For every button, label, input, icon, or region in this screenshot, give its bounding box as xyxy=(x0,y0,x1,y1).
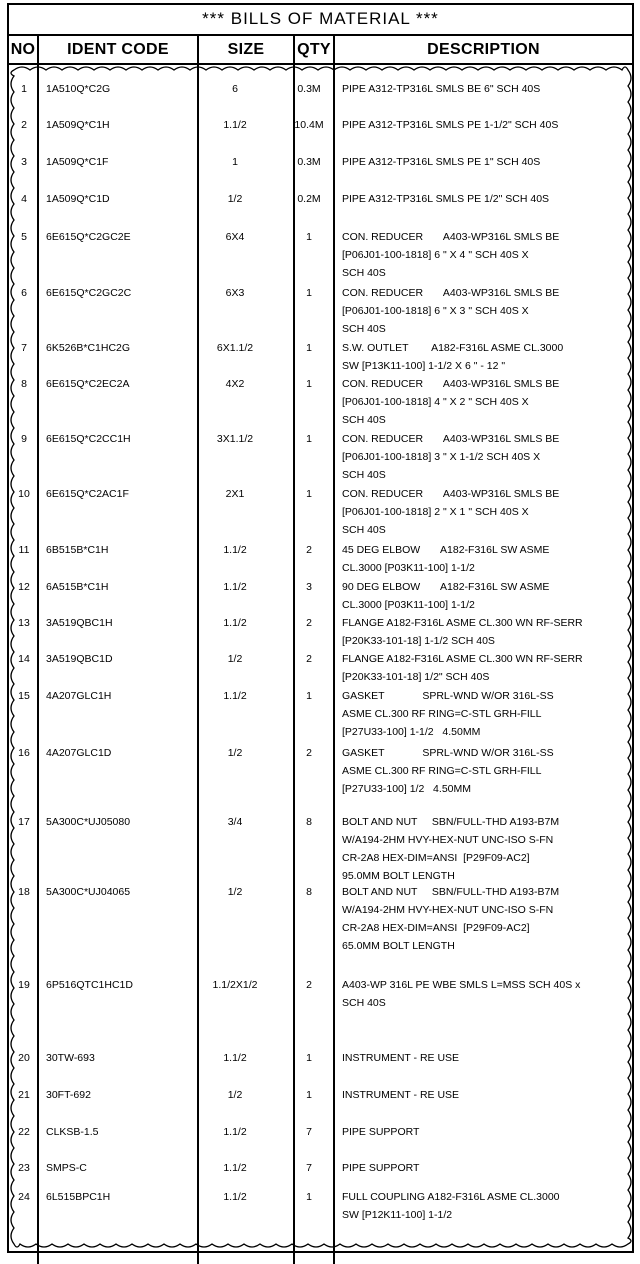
qty-value: 2 xyxy=(306,653,312,665)
bom-title: *** BILLS OF MATERIAL *** xyxy=(7,3,634,36)
size-value: 1.1/2 xyxy=(223,1052,247,1064)
description-line: SCH 40S xyxy=(342,524,386,536)
size-value: 1 xyxy=(232,156,238,168)
description-line: [P27U33-100] 1/2 4.50MM xyxy=(342,783,471,795)
row-number: 10 xyxy=(18,488,30,500)
description-line: [P20K33-101-18] 1-1/2 SCH 40S xyxy=(342,635,495,647)
qty-value: 1 xyxy=(306,488,312,500)
ident-code: 6E615Q*C2GC2C xyxy=(46,287,132,299)
description-line: CON. REDUCER A403-WP316L SMLS BE xyxy=(342,433,560,445)
qty-value: 1 xyxy=(306,690,312,702)
description-line: FLANGE A182-F316L ASME CL.300 WN RF-SERR xyxy=(342,653,583,665)
row-number: 13 xyxy=(18,617,30,629)
ident-code: 6K526B*C1HC2G xyxy=(46,342,131,354)
header-no: NO xyxy=(10,41,36,58)
description-line: 95.0MM BOLT LENGTH xyxy=(342,870,455,882)
size-value: 6X4 xyxy=(225,231,245,243)
ident-code: 1A510Q*C2G xyxy=(46,83,111,95)
description-line: ASME CL.300 RF RING=C-STL GRH-FILL xyxy=(342,708,542,720)
description-line: SCH 40S xyxy=(342,469,386,481)
description-line: SCH 40S xyxy=(342,997,386,1009)
qty-value: 2 xyxy=(306,747,312,759)
qty-value: 0.3M xyxy=(297,156,321,168)
ident-code: 1A509Q*C1D xyxy=(46,193,110,205)
ident-code: 3A519QBC1H xyxy=(46,617,113,629)
ident-code: CLKSB-1.5 xyxy=(46,1126,99,1138)
size-value: 1/2 xyxy=(227,886,243,898)
row-number: 19 xyxy=(18,979,30,991)
description-line: 90 DEG ELBOW A182-F316L SW ASME xyxy=(342,581,550,593)
ident-code: 6A515B*C1H xyxy=(46,581,109,593)
header-qty: QTY xyxy=(297,41,331,58)
ident-code: SMPS-C xyxy=(46,1162,87,1174)
row-number: 15 xyxy=(18,690,30,702)
description-line: SCH 40S xyxy=(342,267,386,279)
bottom-tick xyxy=(37,1253,39,1264)
description-line: [P06J01-100-1818] 6 " X 3 " SCH 40S X xyxy=(342,305,529,317)
qty-value: 8 xyxy=(306,816,312,828)
description-line: PIPE A312-TP316L SMLS PE 1-1/2" SCH 40S xyxy=(342,119,559,131)
row-number: 14 xyxy=(18,653,30,665)
size-value: 1.1/2 xyxy=(223,1191,247,1203)
ident-code: 6L515BPC1H xyxy=(46,1191,111,1203)
bottom-tick xyxy=(333,1253,335,1264)
qty-value: 1 xyxy=(306,1052,312,1064)
size-value: 6 xyxy=(232,83,238,95)
description-line: [P06J01-100-1818] 3 " X 1-1/2 SCH 40S X xyxy=(342,451,541,463)
description-line: SW [P12K11-100] 1-1/2 xyxy=(342,1209,453,1221)
row-number: 18 xyxy=(18,886,30,898)
qty-value: 7 xyxy=(306,1162,312,1174)
size-value: 1/2 xyxy=(227,747,243,759)
description-line: CON. REDUCER A403-WP316L SMLS BE xyxy=(342,287,560,299)
description-line: GASKET SPRL-WND W/OR 316L-SS xyxy=(342,690,554,702)
size-value: 1.1/2 xyxy=(223,1126,247,1138)
row-number: 12 xyxy=(18,581,30,593)
size-value: 1/2 xyxy=(227,653,243,665)
description-line: BOLT AND NUT SBN/FULL-THD A193-B7M xyxy=(342,886,560,898)
qty-value: 2 xyxy=(306,979,312,991)
size-value: 3X1.1/2 xyxy=(216,433,254,445)
description-line: CR-2A8 HEX-DIM=ANSI [P29F09-AC2] xyxy=(342,852,530,864)
ident-code: 1A509Q*C1H xyxy=(46,119,110,131)
description-line: GASKET SPRL-WND W/OR 316L-SS xyxy=(342,747,554,759)
row-number: 1 xyxy=(21,83,27,95)
ident-code: 3A519QBC1D xyxy=(46,653,113,665)
qty-value: 0.2M xyxy=(297,193,321,205)
header-description: DESCRIPTION xyxy=(427,41,540,58)
description-line: [P06J01-100-1818] 2 " X 1 " SCH 40S X xyxy=(342,506,529,518)
header-size: SIZE xyxy=(227,41,265,58)
row-number: 3 xyxy=(21,156,27,168)
qty-value: 1 xyxy=(306,1089,312,1101)
ident-code: 30TW-693 xyxy=(46,1052,95,1064)
ident-code: 1A509Q*C1F xyxy=(46,156,109,168)
row-number: 8 xyxy=(21,378,27,390)
size-value: 1.1/2 xyxy=(223,119,247,131)
description-line: SCH 40S xyxy=(342,323,386,335)
size-value: 1.1/2 xyxy=(223,690,247,702)
row-number: 7 xyxy=(21,342,27,354)
qty-value: 3 xyxy=(306,581,312,593)
size-value: 6X3 xyxy=(225,287,245,299)
size-value: 1/2 xyxy=(227,193,243,205)
ident-code: 4A207GLC1H xyxy=(46,690,112,702)
description-line: 45 DEG ELBOW A182-F316L SW ASME xyxy=(342,544,550,556)
description-line: PIPE A312-TP316L SMLS PE 1/2" SCH 40S xyxy=(342,193,550,205)
qty-value: 1 xyxy=(306,433,312,445)
ident-code: 6P516QTC1HC1D xyxy=(46,979,133,991)
size-value: 3/4 xyxy=(227,816,243,828)
description-line: SW [P13K11-100] 1-1/2 X 6 " - 12 " xyxy=(342,360,506,372)
qty-value: 2 xyxy=(306,617,312,629)
ident-code: 30FT-692 xyxy=(46,1089,91,1101)
qty-value: 2 xyxy=(306,544,312,556)
description-line: [P20K33-101-18] 1/2" SCH 40S xyxy=(342,671,490,683)
description-line: CON. REDUCER A403-WP316L SMLS BE xyxy=(342,378,560,390)
description-line: S.W. OUTLET A182-F316L ASME CL.3000 xyxy=(342,342,564,354)
ident-code: 6E615Q*C2GC2E xyxy=(46,231,131,243)
description-line: A403-WP 316L PE WBE SMLS L=MSS SCH 40S x xyxy=(342,979,581,991)
size-value: 2X1 xyxy=(225,488,245,500)
qty-value: 1 xyxy=(306,231,312,243)
description-line: W/A194-2HM HVY-HEX-NUT UNC-ISO S-FN xyxy=(342,834,554,846)
description-line: CR-2A8 HEX-DIM=ANSI [P29F09-AC2] xyxy=(342,922,530,934)
qty-value: 1 xyxy=(306,378,312,390)
description-line: W/A194-2HM HVY-HEX-NUT UNC-ISO S-FN xyxy=(342,904,554,916)
ident-code: 4A207GLC1D xyxy=(46,747,112,759)
description-line: BOLT AND NUT SBN/FULL-THD A193-B7M xyxy=(342,816,560,828)
description-line: FLANGE A182-F316L ASME CL.300 WN RF-SERR xyxy=(342,617,583,629)
qty-value: 1 xyxy=(306,1191,312,1203)
description-line: CL.3000 [P03K11-100] 1-1/2 xyxy=(342,562,475,574)
row-number: 22 xyxy=(18,1126,30,1138)
ident-code: 5A300C*UJ04065 xyxy=(46,886,131,898)
row-number: 24 xyxy=(18,1191,30,1203)
row-number: 21 xyxy=(18,1089,30,1101)
qty-value: 10.4M xyxy=(294,119,324,131)
row-number: 17 xyxy=(18,816,30,828)
size-value: 1.1/2 xyxy=(223,544,247,556)
description-line: CL.3000 [P03K11-100] 1-1/2 xyxy=(342,599,475,611)
size-value: 1.1/2X1/2 xyxy=(212,979,258,991)
bottom-tick xyxy=(293,1253,295,1264)
description-line: PIPE SUPPORT xyxy=(342,1126,420,1138)
row-number: 11 xyxy=(18,544,30,556)
description-line: PIPE SUPPORT xyxy=(342,1162,420,1174)
description-line: ASME CL.300 RF RING=C-STL GRH-FILL xyxy=(342,765,542,777)
ident-code: 6E615Q*C2CC1H xyxy=(46,433,131,445)
row-number: 16 xyxy=(18,747,30,759)
description-line: [P06J01-100-1818] 6 " X 4 " SCH 40S X xyxy=(342,249,529,261)
header-ident-code: IDENT CODE xyxy=(67,41,169,58)
ident-code: 6B515B*C1H xyxy=(46,544,109,556)
description-line: [P27U33-100] 1-1/2 4.50MM xyxy=(342,726,481,738)
qty-value: 1 xyxy=(306,342,312,354)
description-line: PIPE A312-TP316L SMLS PE 1" SCH 40S xyxy=(342,156,541,168)
qty-value: 8 xyxy=(306,886,312,898)
bottom-tick xyxy=(197,1253,199,1264)
size-value: 1.1/2 xyxy=(223,581,247,593)
row-number: 2 xyxy=(21,119,27,131)
size-value: 4X2 xyxy=(225,378,245,390)
row-number: 6 xyxy=(21,287,27,299)
description-line: INSTRUMENT - RE USE xyxy=(342,1052,460,1064)
row-number: 23 xyxy=(18,1162,30,1174)
description-line: FULL COUPLING A182-F316L ASME CL.3000 xyxy=(342,1191,560,1203)
description-line: [P06J01-100-1818] 4 " X 2 " SCH 40S X xyxy=(342,396,529,408)
qty-value: 7 xyxy=(306,1126,312,1138)
ident-code: 6E615Q*C2AC1F xyxy=(46,488,129,500)
size-value: 6X1.1/2 xyxy=(216,342,254,354)
description-line: SCH 40S xyxy=(342,414,386,426)
size-value: 1.1/2 xyxy=(223,617,247,629)
size-value: 1.1/2 xyxy=(223,1162,247,1174)
description-line: CON. REDUCER A403-WP316L SMLS BE xyxy=(342,231,560,243)
qty-value: 0.3M xyxy=(297,83,321,95)
size-value: 1/2 xyxy=(227,1089,243,1101)
row-number: 5 xyxy=(21,231,27,243)
description-line: PIPE A312-TP316L SMLS BE 6" SCH 40S xyxy=(342,83,541,95)
row-number: 9 xyxy=(21,433,27,445)
row-number: 20 xyxy=(18,1052,30,1064)
description-line: INSTRUMENT - RE USE xyxy=(342,1089,460,1101)
ident-code: 6E615Q*C2EC2A xyxy=(46,378,130,390)
ident-code: 5A300C*UJ05080 xyxy=(46,816,131,828)
description-line: 65.0MM BOLT LENGTH xyxy=(342,940,455,952)
row-number: 4 xyxy=(21,193,27,205)
qty-value: 1 xyxy=(306,287,312,299)
description-line: CON. REDUCER A403-WP316L SMLS BE xyxy=(342,488,560,500)
